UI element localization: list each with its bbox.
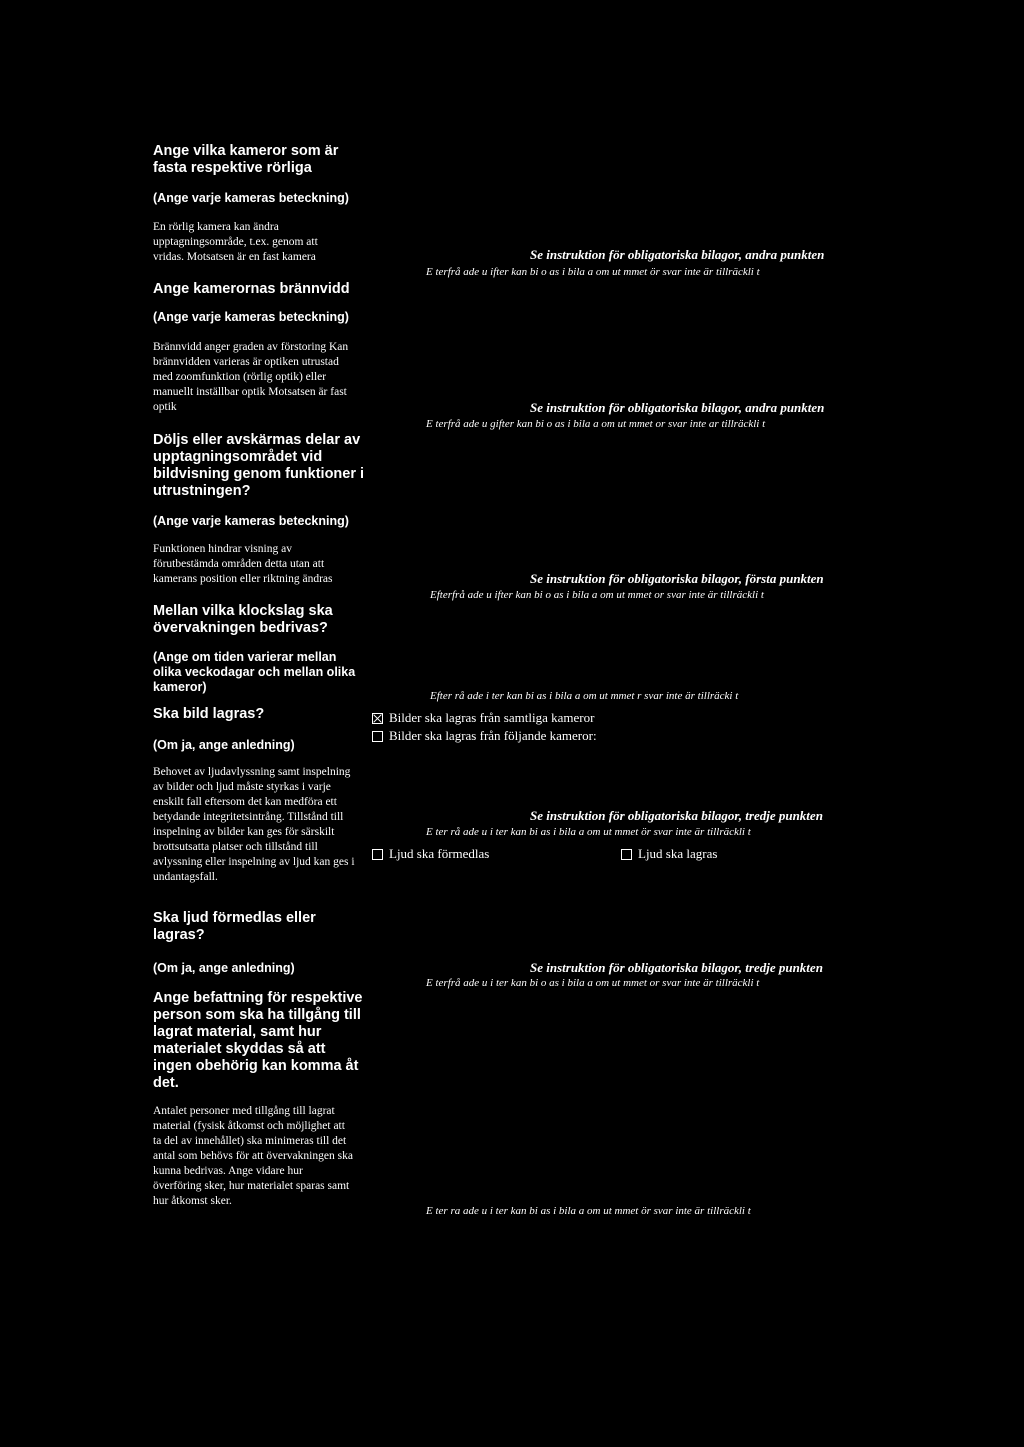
question-focal-length-sub: (Ange varje kameras beteckning) xyxy=(153,310,349,324)
supplement-note: E ter ra ade u i ter kan bi as i bila a om ut mmet ör svar inte är tillräckli t xyxy=(426,1205,751,1217)
checkbox-all-cameras-label: Bilder ska lagras från samtliga kameror xyxy=(389,710,595,725)
question-store-images: Ska bild lagras? xyxy=(153,706,265,722)
instruction-link-attachments[interactable]: Se instruktion för obligatoriska bilagor, andra punkten xyxy=(530,247,825,262)
help-text-movable-camera: En rörlig kamera kan ändra upptagningsområde, t.ex. genom att vridas. Motsatsen är en fast kamera xyxy=(153,221,318,263)
question-surveillance-hours: Mellan vilka klockslag ska övervakningen bedrivas? xyxy=(153,603,333,636)
question-access-storage: Ange befattning för respektive person som ska ha tillgång till lagrat material, samt hur materialet skyddas så att ingen obehörig kan komma åt det. xyxy=(153,990,363,1091)
checkbox-following-cameras[interactable] xyxy=(372,728,597,744)
help-text-masking: Funktionen hindrar visning av förutbestämda områden detta utan att kamerans position eller riktning ändras xyxy=(153,543,333,585)
instruction-link-attachments[interactable]: Se instruktion för obligatoriska bilagor, andra punkten xyxy=(530,400,825,415)
question-focal-length: Ange kamerornas brännvidd xyxy=(153,281,350,297)
checkbox-checked-icon[interactable] xyxy=(372,713,383,724)
checkbox-following-cameras-label: Bilder ska lagras från följande kameror: xyxy=(389,728,597,743)
checkbox-unchecked-icon[interactable] xyxy=(372,731,383,742)
checkbox-all-cameras[interactable] xyxy=(372,710,594,726)
help-text-audio: Behovet av ljudavlyssning samt inspelning av bilder och ljud måste styrkas i varje enskilt fall eftersom det kan medföra ett betydande integritetsintrång. Tillstånd till inspelning av bilder kan ges för särskilt brottsutsatta platser och tillstånd till avlyssning eller inspelning av ljud kan ges i undantagsfall. xyxy=(153,766,355,883)
checkbox-audio-transmit-label: Ljud ska förmedlas xyxy=(389,846,490,861)
question-cameras-sub: (Ange varje kameras beteckning) xyxy=(153,191,349,205)
checkbox-audio-store[interactable] xyxy=(621,846,717,862)
question-audio-sub: (Om ja, ange anledning) xyxy=(153,961,295,975)
question-masking: Döljs eller avskärmas delar av upptagningsområdet vid bildvisning genom funktioner i utrustningen? xyxy=(153,432,365,499)
help-text-focal-length: Brännvidd anger graden av förstoring Kan brännvidden varieras är optiken utrustad med zoomfunktion (rörlig optik) eller manuellt inställbar optik Motsatsen är fast optik xyxy=(153,341,349,413)
help-text-access: Antalet personer med tillgång till lagrat material (fysisk åtkomst och möjlighet att ta del av innehållet) ska minimeras till det antal som behövs för att övervakningen ska kunna bedrivas. Ange vidare hur överföring sker, hur materialet sparas samt hur åtkomst sker. xyxy=(153,1105,353,1207)
question-audio: Ska ljud förmedlas eller lagras? xyxy=(153,910,316,943)
supplement-note: Efterfrå ade u ifter kan bi o as i bila a om ut mmet or svar inte är tillräckli t xyxy=(430,589,764,601)
supplement-note: E ter rå ade u i ter kan bi as i bila a om ut mmet ör svar inte är tillräckli t xyxy=(426,826,751,838)
supplement-note: E terfrå ade u ifter kan bi o as i bila a om ut mmet ör svar inte är tillräckli t xyxy=(426,266,760,278)
checkbox-audio-store-label: Ljud ska lagras xyxy=(638,846,718,861)
checkbox-audio-transmit[interactable] xyxy=(372,846,489,862)
question-store-images-sub: (Om ja, ange anledning) xyxy=(153,738,295,752)
instruction-link-attachments[interactable]: Se instruktion för obligatoriska bilagor, tredje punkten xyxy=(530,960,823,975)
instruction-link-attachments[interactable]: Se instruktion för obligatoriska bilagor, första punkten xyxy=(530,571,824,586)
checkbox-unchecked-icon[interactable] xyxy=(621,849,632,860)
instruction-link-attachments[interactable]: Se instruktion för obligatoriska bilagor, tredje punkten xyxy=(530,808,823,823)
question-surveillance-hours-sub: (Ange om tiden varierar mellan olika veckodagar och mellan olika kameror) xyxy=(153,650,356,694)
checkbox-unchecked-icon[interactable] xyxy=(372,849,383,860)
question-masking-sub: (Ange varje kameras beteckning) xyxy=(153,514,349,528)
supplement-note: E terfrå ade u gifter kan bi o as i bila a om ut mmet or svar inte ar tillräckli t xyxy=(426,418,766,430)
supplement-note: Efter rå ade i ter kan bi as i bila a om ut mmet r svar inte är tillräcki t xyxy=(430,690,739,702)
supplement-note: E terfrå ade u i ter kan bi o as i bila a om ut mmet or svar inte är tillräckli t xyxy=(426,977,760,989)
question-cameras-fixed-movable: Ange vilka kameror som är fasta respektive rörliga xyxy=(153,143,339,176)
